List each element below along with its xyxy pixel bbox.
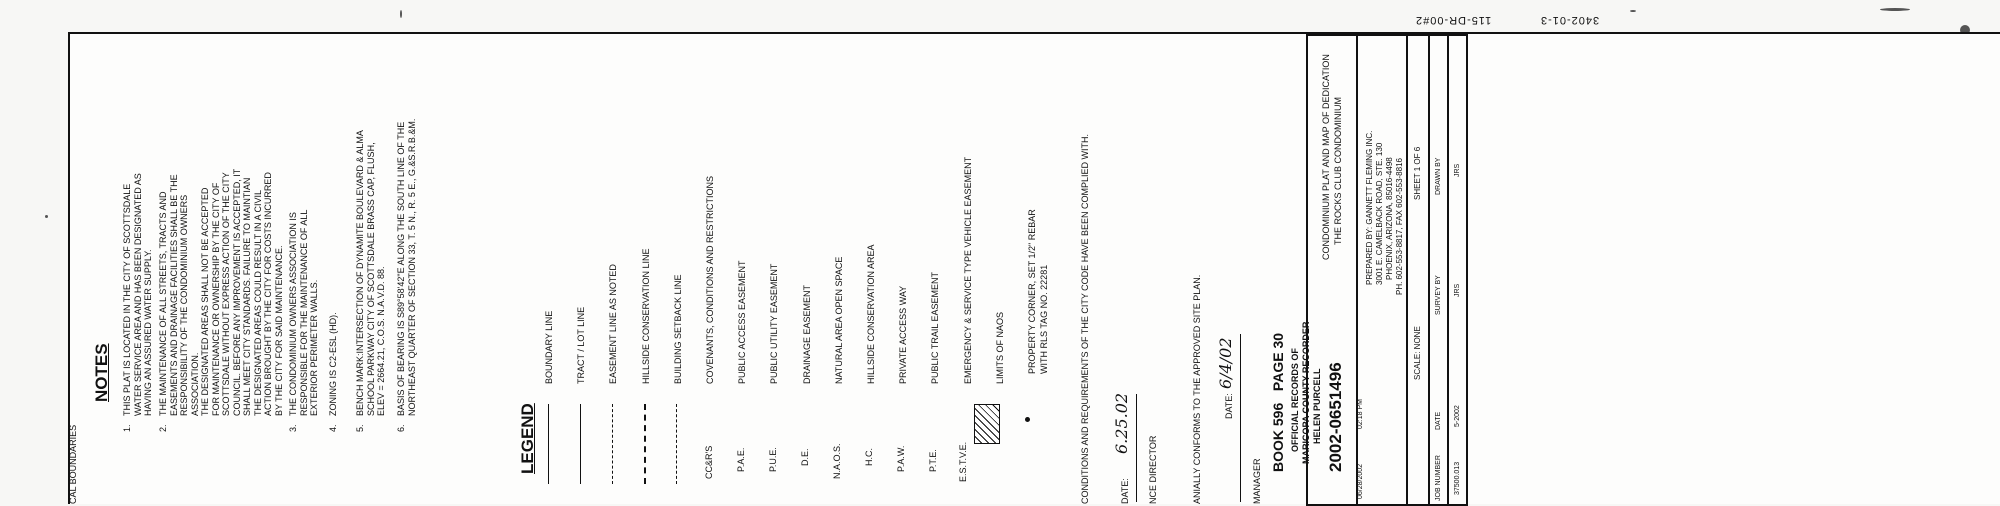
property-corner-symbol	[1025, 417, 1030, 422]
legend-label: TRACT / LOT LINE	[576, 306, 587, 384]
scan-speck	[400, 10, 402, 18]
note-5: 5.BENCH MARK:INTERSECTION OF DYNAMITE BOULEVARD & ALMA SCHOOL PARKWAY CITY OF SCOTTSDALE BRASS CAP, FLUSH, ELEV = 2664.21, C.O.S. N.A.V.D. 88.	[355, 130, 386, 432]
scan-speck	[45, 215, 48, 218]
prepared-by-3: PHOENIX, ARIZONA, 85016-4498	[1385, 157, 1394, 280]
signature-line-1	[1136, 394, 1137, 502]
note-1: 1.THIS PLAT IS LOCATED IN THE CITY OF SCOTTSDALE WATER SERVICE AREA AND HAS BEEN DESIGNATED AS HAVING AN ASSURED WATER SUPPLY.	[122, 173, 153, 432]
legend-abbr: E.S.T.V.E.	[958, 441, 968, 482]
plat-sheet	[68, 32, 2000, 504]
hillside-conservation-line-symbol	[644, 404, 646, 484]
approval-date-label-1: DATE:	[1120, 478, 1130, 504]
recording-date: 06/28/2002	[1357, 463, 1364, 499]
tract-lot-line-symbol	[580, 404, 581, 484]
signed-date-1: 6.25.02	[1112, 392, 1131, 454]
approval-statement-1: CONDITIONS AND REQUIREMENTS OF THE CITY CODE HAVE BEEN COMPLIED WITH.	[1080, 133, 1090, 504]
legend-label: PRIVATE ACCESS WAY	[898, 285, 909, 384]
legend-label: WITH RLS TAG NO. 22281	[1039, 264, 1049, 374]
survey-by-label: SURVEY BY	[1435, 275, 1442, 315]
drawn-by-value: JRS	[1454, 163, 1461, 177]
legend-label: BOUNDARY LINE	[544, 310, 554, 384]
drawn-by-label: DRAWN BY	[1435, 157, 1442, 195]
scale-cell	[1407, 35, 1429, 505]
legend-label: BUILDING SETBACK LINE	[672, 274, 683, 384]
legend-abbr: CC&R'S	[704, 445, 714, 479]
legend-label: EMERGENCY & SERVICE TYPE VEHICLE EASEMENT	[962, 156, 973, 384]
date-value: 5-2002	[1454, 405, 1461, 427]
approval-date-label-2: DATE:	[1224, 393, 1234, 419]
legend-abbr: P.T.E.	[928, 449, 938, 472]
scale: SCALE: NONE	[1413, 326, 1422, 380]
legend-abbr: P.U.E.	[768, 447, 778, 472]
legend-abbr: H.C.	[864, 448, 874, 466]
recording-time: 02:18 PM	[1357, 399, 1364, 429]
prepared-by-2: 3001 E. CAMELBACK ROAD, STE. 130	[1375, 142, 1384, 285]
document-reference: 3402-01-3	[1540, 14, 1600, 26]
legend-abbr: P.A.E.	[736, 447, 746, 472]
left-edge-fragment: CAL BOUNDARIES	[68, 424, 78, 504]
legend-abbr: P.A.W.	[896, 445, 906, 472]
recorder-name: HELEN PURCELL	[1312, 368, 1322, 444]
easement-line-symbol	[612, 404, 613, 484]
official-records: OFFICIAL RECORDS OF	[1290, 348, 1300, 452]
legend-label: NATURAL AREA OPEN SPACE	[833, 256, 844, 384]
legend-label: PUBLIC UTILITY EASEMENT	[769, 263, 780, 384]
recording-number: 2002-0651496	[1326, 362, 1345, 472]
values-row	[1448, 35, 1467, 505]
job-number-value: 37500.013	[1454, 461, 1461, 495]
title-cell	[1307, 35, 1357, 505]
sheet-number: SHEET 1 OF 6	[1413, 146, 1422, 200]
legend-label: LIMITS OF NAOS	[994, 311, 1005, 384]
legend-label: HILLSIDE CONSERVATION LINE	[640, 248, 651, 384]
note-2: 2.THE MAINTENANCE OF ALL STREETS, TRACTS AND EASEMENTS AND DRAINAGE FACILITIES SHALL BE THE RESPONSIBILITY OF THE CONDOMINIUM OWNERS ASSOCIATION. THE DESIGNATED AREAS SHALL NOT BE ACCEPTED FOR MAINTENANCE OR OWNERSHIP BY THE CITY OF SCOTTSDALE WITHOUT EXPRESS ACTION OF THE CITY COUNCIL. BEFORE ANY IMPROVEMENT IS ACCEPTED, IT SHALL MEET CITY STANDARDS. FAILURE TO MAINTIAN THE DESIGNATED AREAS COULD RESULT IN A CIVIL ACTION BROUGHT BY THE CITY FOR COSTS INCURRED BY THE CITY FOR SAID MAINTENANCE.	[158, 168, 284, 432]
county-recorder: MARICOPA COUNTY RECORDER	[1301, 321, 1311, 464]
legend-label: PROPERTY CORNER, SET 1/2" REBAR	[1027, 209, 1037, 374]
approval-statement-2: ANIALLY CONFORMS TO THE APPROVED SITE PLAN.	[1192, 274, 1202, 504]
labels-row	[1429, 35, 1448, 505]
notes-title: NOTES	[92, 343, 111, 402]
legend-abbr: D.E.	[800, 448, 810, 466]
job-number-label: JOB NUMBER	[1435, 455, 1442, 501]
approval-role-1: NCE DIRECTOR	[1148, 435, 1158, 504]
legend-title: LEGEND	[518, 403, 537, 474]
note-6: 6.BASIS OF BEARING IS S89°58'42"E ALONG THE SOUTH LINE OF THE NORTHEAST QUARTER OF SECTION 33, T. 5 N., R. 5 E., G.&S.R.B.&M.	[396, 118, 417, 432]
scan-speck	[1880, 8, 1910, 11]
survey-by-value: JRS	[1454, 283, 1461, 297]
project-name: THE ROCKS CLUB CONDOMINIUM	[1333, 96, 1343, 245]
project-reference: 115-DR-00#2	[1415, 14, 1492, 26]
legend-label: EASEMENT LINE AS NOTED	[608, 264, 619, 384]
prepared-by-1: PREPARED BY: GANNETT FLEMING INC.	[1365, 130, 1374, 285]
note-4: 4.ZONING IS C2-ESL (HD).	[328, 312, 338, 432]
prepared-by-4: PH. 602-553-8817, FAX 602-553-8816	[1395, 158, 1404, 295]
legend-label: PUBLIC TRAIL EASEMENT	[930, 271, 941, 384]
legend-label: HILLSIDE CONSERVATION AREA	[866, 244, 876, 384]
title-block	[1306, 34, 1468, 506]
legend-label: PUBLIC ACCESS EASEMENT	[737, 260, 748, 384]
signature-line-2	[1240, 334, 1241, 502]
date-label: DATE	[1435, 411, 1442, 430]
naos-hatch-symbol	[974, 404, 1000, 444]
legend-label: DRAINAGE EASEMENT	[801, 284, 812, 384]
approval-role-2: MANAGER	[1252, 458, 1262, 504]
plat-title: CONDOMINIUM PLAT AND MAP OF DEDICATION	[1321, 54, 1331, 260]
building-setback-line-symbol	[676, 404, 677, 484]
note-3: 3.THE CONDOMINIUM OWNERS ASSOCIATION IS RESPONSIBLE FOR THE MAINTENANCE OF ALL EXTERIOR PERIMETER WALLS.	[288, 209, 319, 432]
scan-speck	[1630, 10, 1636, 12]
legend-abbr: N.A.O.S.	[832, 443, 842, 479]
boundary-line-symbol	[548, 404, 549, 484]
legend-label: COVENANTS, CONDITIONS AND RESTRICTIONS	[705, 175, 715, 384]
signed-date-2: 6/4/02	[1216, 337, 1235, 389]
book-label: BOOK 596 PAGE 30	[1270, 332, 1286, 472]
